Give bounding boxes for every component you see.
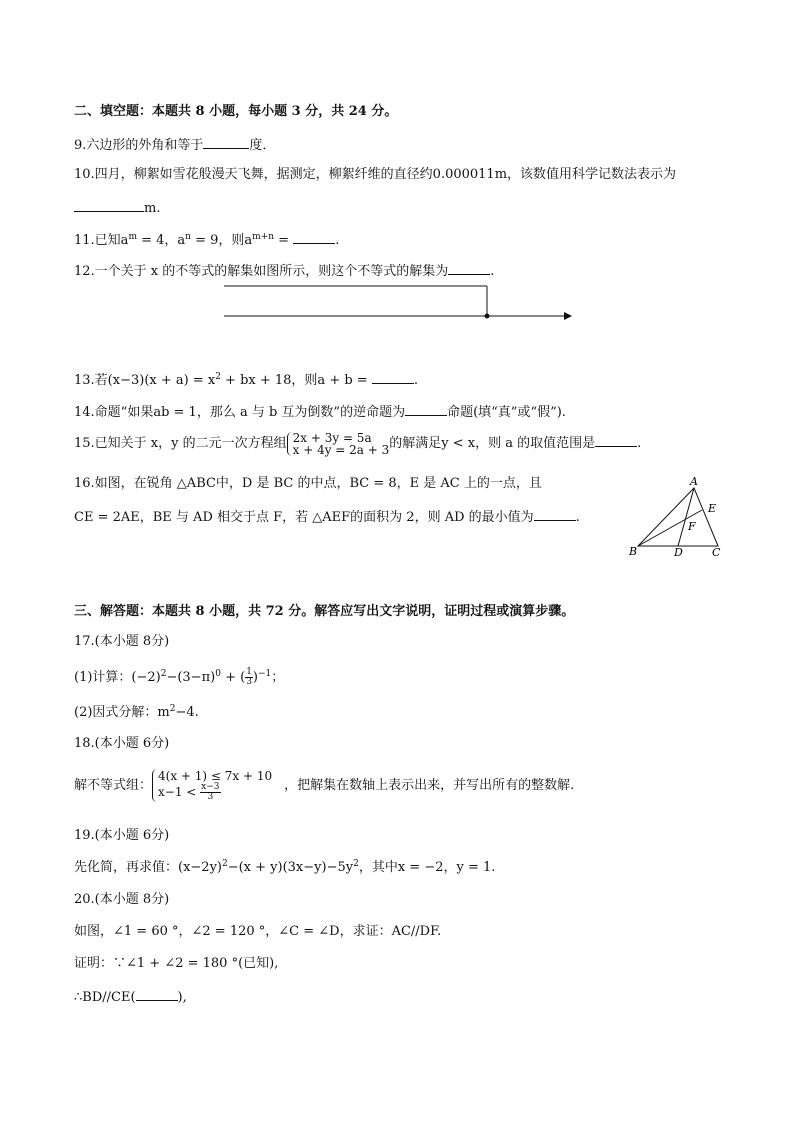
solution-solid-point — [485, 314, 490, 319]
triangle-abc — [638, 488, 718, 546]
q11-answer-blank[interactable] — [293, 231, 335, 244]
q18-suffix: ，把解集在数轴上表示出来，并写出所有的整数解. — [284, 778, 575, 793]
q15-eq1: 2x + 3y = 5a — [292, 430, 372, 445]
q11-exp-mn: m+n — [252, 232, 275, 242]
label-f: F — [688, 520, 696, 533]
q9-text: 9.六边形的外角和等于 — [74, 138, 204, 153]
question-19-title: 19.(本小题 6分) — [74, 828, 170, 843]
q17-frac-num: 1 — [246, 667, 252, 677]
q15-answer-blank[interactable] — [595, 434, 637, 447]
q15-end: . — [637, 436, 642, 451]
q17-p1-exp1: 2 — [160, 669, 167, 679]
q18-fraction — [200, 783, 220, 802]
q18-frac-num: x−3 — [201, 782, 220, 792]
q20-line3-prefix: ∴BD//CE( — [74, 990, 136, 1005]
q13-prefix: 13.若(x−3)(x + a) = x — [74, 373, 216, 388]
question-9 — [74, 136, 275, 154]
q19-exp2: 2 — [353, 859, 359, 869]
q11-end: . — [335, 233, 340, 248]
q20-line3-suffix: ), — [177, 990, 187, 1005]
number-line-figure — [220, 282, 580, 342]
q17-p1-exp2: 0 — [215, 669, 221, 679]
question-20-title: 20.(本小题 8分) — [74, 892, 170, 907]
question-20-line2: 证明：∵∠1 + ∠2 = 180 °(已知), — [74, 956, 279, 971]
label-c: C — [712, 546, 721, 559]
label-a: A — [690, 475, 698, 488]
q17-p1-exp3: −1 — [258, 669, 272, 679]
q17-p2-end: −4. — [175, 705, 199, 720]
q14-answer-blank[interactable] — [405, 403, 447, 416]
q11-mid3: = — [274, 233, 294, 248]
question-10-line1: 10.四月，柳絮如雪花般漫天飞舞，据测定，柳絮纤维的直径约0.000011m，该数值用科学记数法表示为 — [74, 167, 677, 182]
q17-p1-mid: −(3−π) — [166, 670, 216, 685]
q13-rest: + bx + 18，则a + b = — [220, 373, 372, 388]
question-17-part1 — [74, 668, 284, 687]
label-b: B — [629, 545, 638, 558]
q15-prefix: 15.已知关于 x，y 的二元一次方程组 — [74, 436, 287, 451]
q17-p1-end: ； — [271, 670, 285, 685]
q18-prefix: 解不等式组： — [74, 778, 153, 793]
question-16-line2 — [74, 508, 580, 526]
q11-exp-n: n — [185, 232, 191, 242]
q9-suffix: 度． — [249, 138, 276, 153]
q11-mid1: = 4，a — [136, 233, 186, 248]
question-16-line1: 16.如图，在锐角 △ABC中，D 是 BC 的中点，BC = 8，E 是 AC 上的一点，且 — [74, 476, 542, 491]
q11-prefix: 11.已知a — [74, 233, 129, 248]
question-14 — [74, 403, 566, 421]
triangle-figure — [624, 472, 734, 564]
q9-answer-blank[interactable] — [203, 136, 249, 149]
question-18-title: 18.(本小题 6分) — [74, 736, 170, 751]
q10-suffix: m. — [144, 201, 161, 216]
q17-p1-prefix: (1)计算：(−2) — [74, 670, 161, 685]
question-15 — [74, 430, 641, 458]
question-13 — [74, 371, 418, 389]
q17-fraction — [245, 668, 253, 687]
q18-frac-den: 3 — [207, 792, 214, 802]
section-2-heading: 二、填空题：本题共 8 小题，每小题 3 分，共 24 分。 — [74, 104, 398, 119]
question-18-body — [74, 766, 574, 806]
q12-end: . — [490, 264, 495, 279]
q19-prefix: 先化简，再求值：(x−2y) — [74, 860, 222, 875]
q17-p1-mid3: ) — [252, 670, 258, 685]
q19-exp1: 2 — [221, 859, 228, 869]
q15-suffix: 的解满足y < x，则 a 的取值范围是 — [389, 436, 596, 451]
q19-suffix: ，其中x = −2，y = 1. — [358, 860, 496, 875]
label-e: E — [708, 502, 717, 515]
q15-eq2: x + 4y = 2a + 3 — [292, 442, 390, 457]
number-line-arrow — [564, 312, 572, 320]
q12-text: 12.一个关于 x 的不等式的解集如图所示，则这个不等式的解集为 — [74, 264, 449, 279]
q11-exp-m: m — [128, 232, 137, 242]
q18-ineq2-prefix: x−1 < — [158, 785, 197, 799]
q13-exp: 2 — [215, 372, 221, 382]
q18-inequality-system — [152, 769, 272, 802]
label-d: D — [674, 546, 683, 559]
q17-p2-exp: 2 — [169, 704, 176, 714]
q13-answer-blank[interactable] — [372, 371, 414, 384]
q18-ineq1: 4(x + 1) ≤ 7x + 10 — [158, 769, 273, 783]
q16-line2-text: CE = 2AE，BE 与 AD 相交于点 F，若 △AEF的面积为 2，则 AD 的最小值为 — [74, 510, 534, 525]
question-10-line2 — [74, 199, 160, 217]
q16-end: . — [575, 510, 580, 525]
question-12 — [74, 262, 494, 280]
q14-text: 14.命题“如果ab = 1，那么 a 与 b 互为倒数”的逆命题为 — [74, 405, 406, 420]
question-11 — [74, 231, 339, 249]
q20-reason-blank[interactable] — [136, 988, 178, 1001]
q19-mid: −(x + y)(3x−y)−5y — [227, 860, 354, 875]
q17-p1-mid2: + ( — [220, 670, 246, 685]
q12-answer-blank[interactable] — [448, 262, 490, 275]
q16-answer-blank[interactable] — [534, 508, 576, 521]
section-3-heading: 三、解答题：本题共 8 小题，共 72 分。解答应写出文字说明，证明过程或演算步骤。 — [74, 604, 575, 619]
q10-answer-blank[interactable] — [74, 199, 144, 212]
q15-equation-system — [287, 432, 390, 456]
q13-end: . — [413, 373, 418, 388]
question-19-body — [74, 860, 495, 876]
question-17-part2 — [74, 705, 199, 721]
q14-suffix: 命题(填“真”或“假”). — [447, 405, 566, 420]
q11-mid2: = 9，则a — [190, 233, 253, 248]
q17-frac-den: 3 — [246, 677, 252, 687]
question-20-line3 — [74, 988, 187, 1006]
question-17-title: 17.(本小题 8分) — [74, 634, 170, 649]
q17-p2-prefix: (2)因式分解：m — [74, 705, 170, 720]
question-20-line1: 如图，∠1 = 60 °，∠2 = 120 °，∠C = ∠D，求证：AC//DF. — [74, 924, 442, 939]
